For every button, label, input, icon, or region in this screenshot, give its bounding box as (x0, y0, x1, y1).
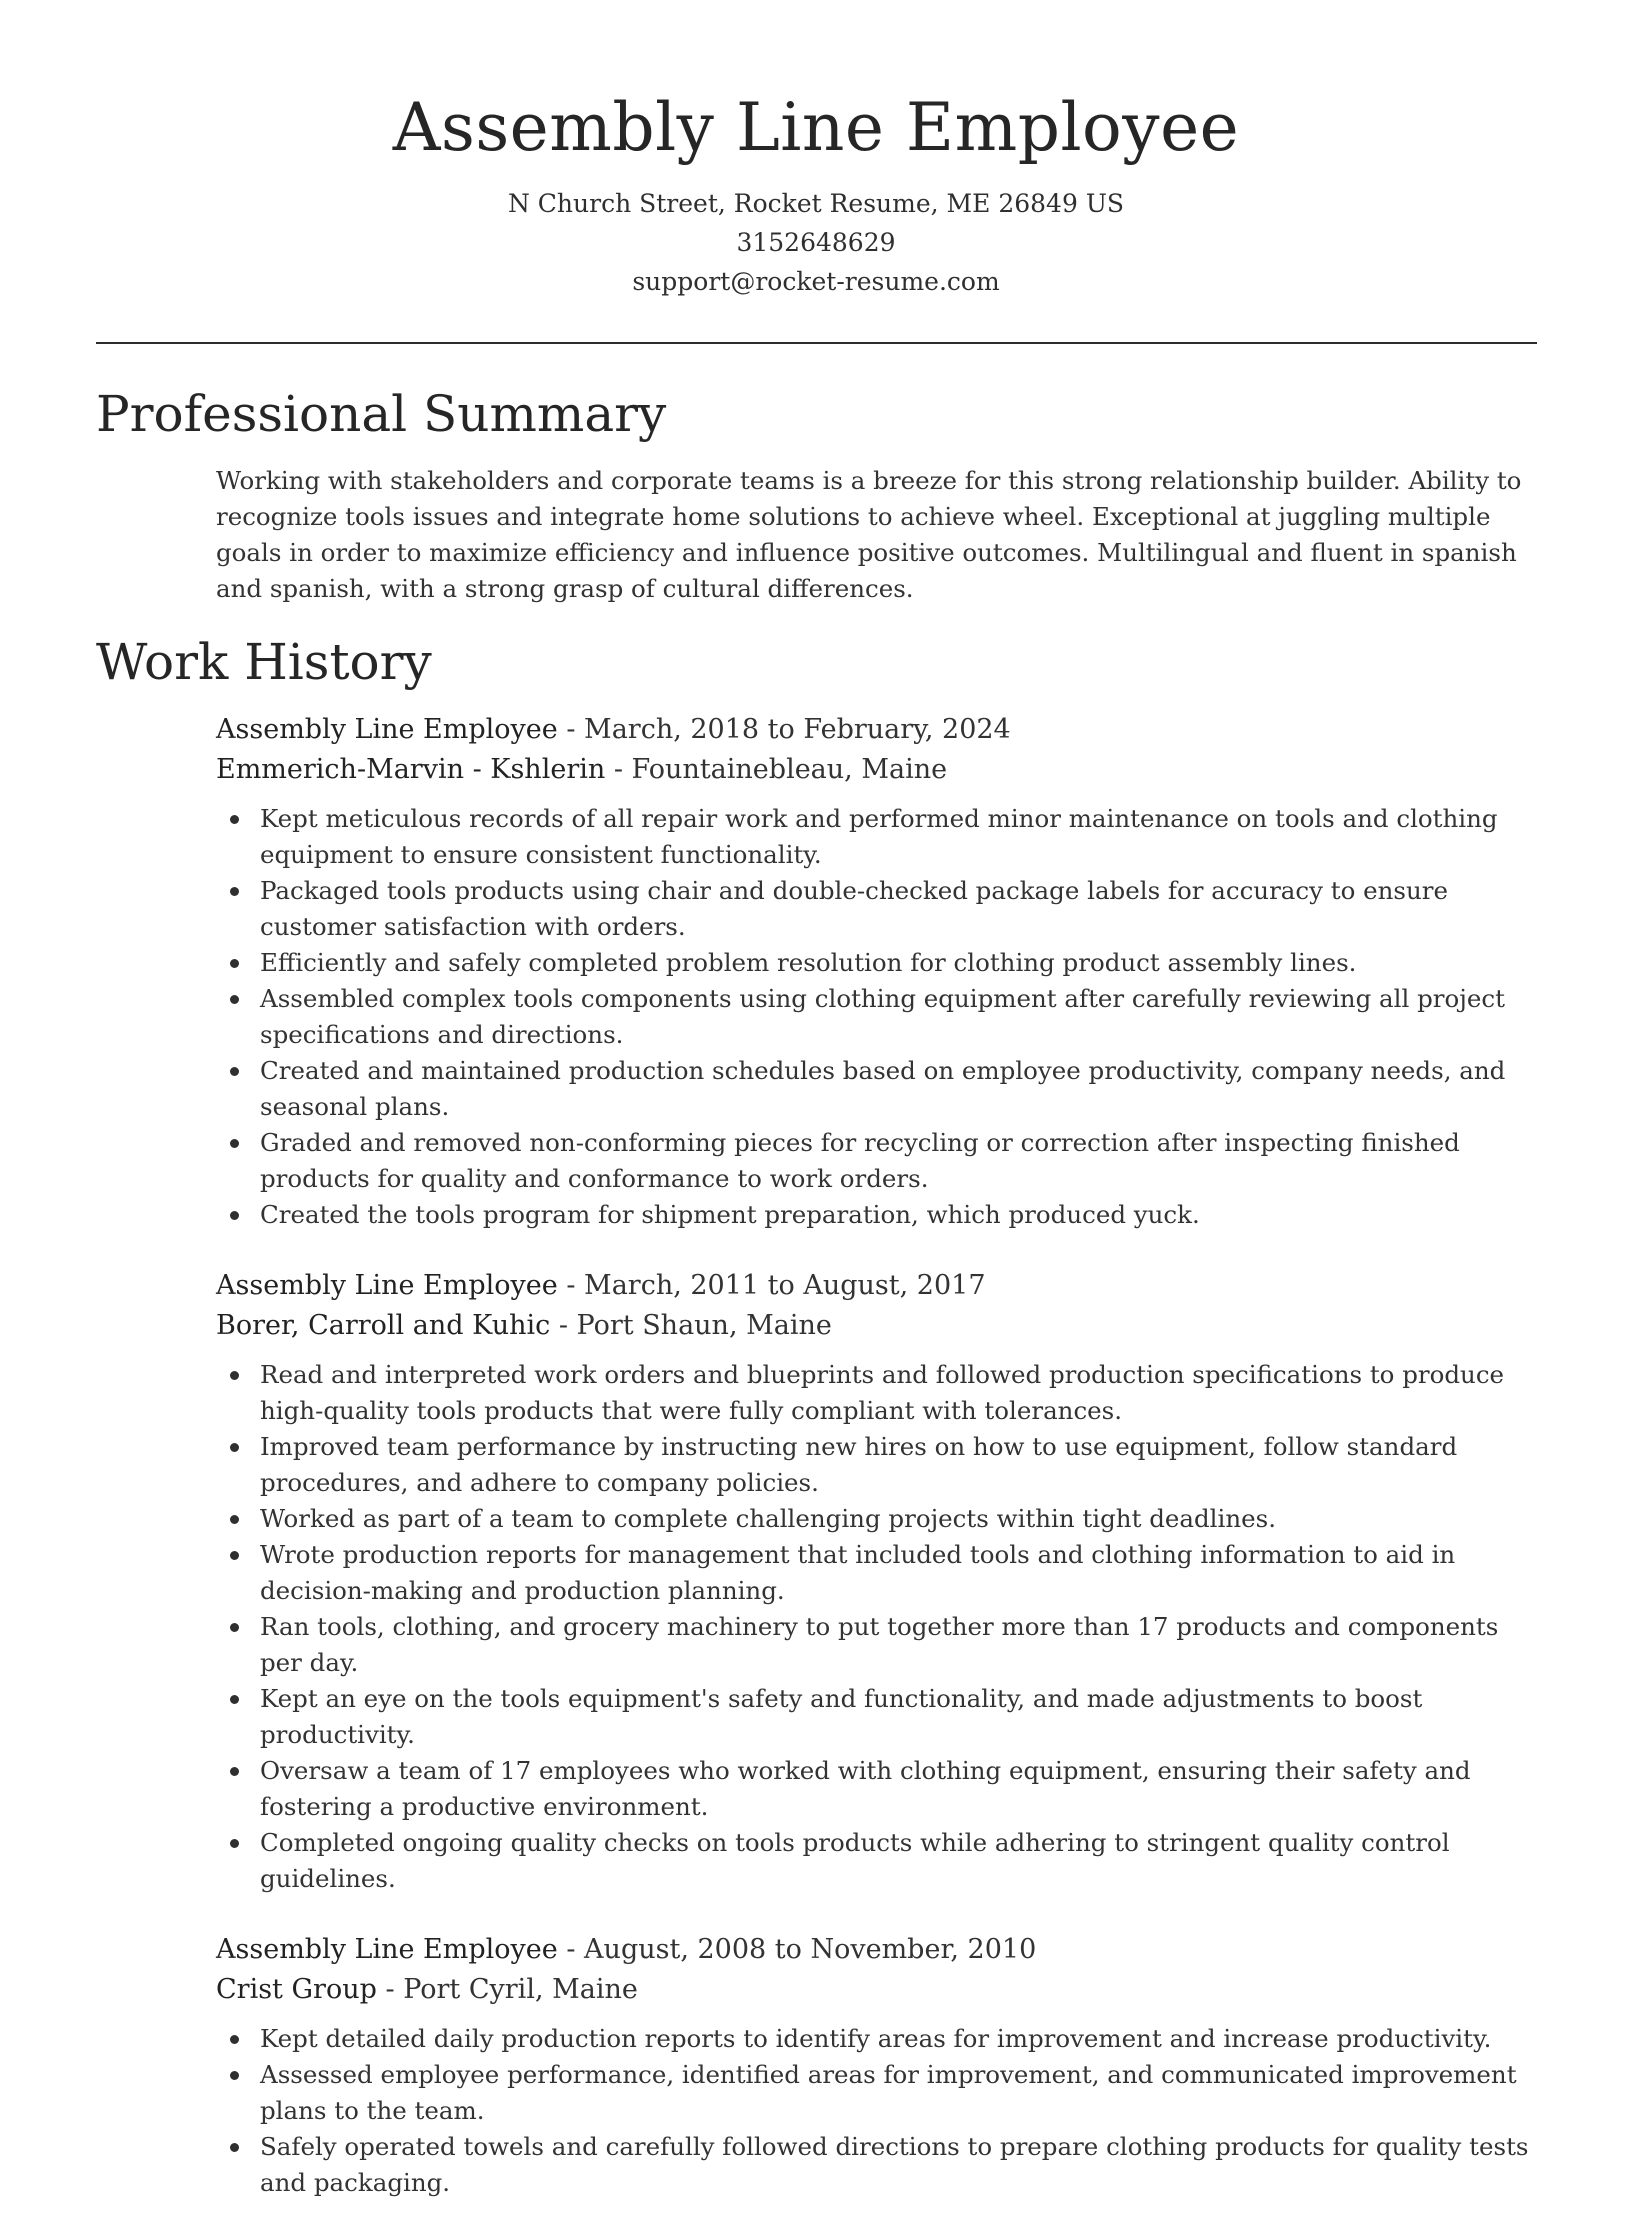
job-title-line (216, 1930, 1544, 1970)
job-location: - Fountainebleau, Maine (605, 754, 948, 785)
job-entry (216, 1930, 1544, 2201)
job-company-line (216, 1970, 1544, 2010)
candidate-name: Assembly Line Employee (392, 89, 1240, 166)
summary-heading: Professional Summary (96, 385, 667, 443)
phone: 3152648629 (736, 228, 896, 257)
work-history-list (216, 710, 1544, 2234)
job-bullets (216, 801, 1544, 1233)
job-company: Borer, Carroll and Kuhic (216, 1310, 551, 1341)
job-title-line (216, 1266, 1544, 1306)
bullet-text: Created and maintained production schedules based on employee productivity, company needs, and seasonal plans. (260, 1056, 1506, 1121)
job-location: - Port Cyril, Maine (376, 1974, 638, 2005)
bullet-text: Read and interpreted work orders and blueprints and followed production specifications to produce high-quality tools products that were fully compliant with tolerances. (260, 1360, 1505, 1425)
bullet-text: Assessed employee performance, identified areas for improvement, and communicated improvement plans to the team. (260, 2060, 1517, 2125)
bullet-text: Created the tools program for shipment preparation, which produced yuck. (260, 1200, 1200, 1229)
resume-header (0, 0, 1632, 301)
list-item (216, 2021, 1544, 2057)
bullet-icon (230, 1443, 239, 1452)
list-item (216, 1753, 1544, 1825)
job-dates: - March, 2011 to August, 2017 (557, 1270, 986, 1301)
bullet-text: Improved team performance by instructing new hires on how to use equipment, follow standard procedures, and adhere to company policies. (260, 1432, 1458, 1497)
job-position: Assembly Line Employee (216, 1270, 558, 1301)
list-item (216, 1681, 1544, 1753)
job-bullets (216, 2021, 1544, 2201)
bullet-text: Assembled complex tools components using clothing equipment after carefully reviewing all project specifications and directions. (260, 984, 1505, 1049)
bullet-icon (230, 995, 239, 1004)
job-position: Assembly Line Employee (216, 1934, 558, 1965)
email: support@rocket-resume.com (632, 267, 1000, 296)
bullet-icon (230, 2143, 239, 2152)
bullet-text: Graded and removed non-conforming pieces for recycling or correction after inspecting finished products for quality and conformance to work orders. (260, 1128, 1460, 1193)
job-dates: - March, 2018 to February, 2024 (557, 714, 1011, 745)
bullet-text: Kept an eye on the tools equipment's safety and functionality, and made adjustments to boost productivity. (260, 1684, 1423, 1749)
list-item (216, 1609, 1544, 1681)
bullet-icon (230, 815, 239, 824)
bullet-icon (230, 2035, 239, 2044)
list-item (216, 873, 1544, 945)
job-company: Emmerich-Marvin - Kshlerin (216, 754, 606, 785)
job-position: Assembly Line Employee (216, 714, 558, 745)
job-company-line (216, 1306, 1544, 1346)
bullet-icon (230, 1139, 239, 1148)
list-item (216, 2129, 1544, 2201)
list-item (216, 945, 1544, 981)
header-divider (96, 342, 1537, 344)
bullet-text: Safely operated towels and carefully followed directions to prepare clothing products for quality tests and packaging. (260, 2132, 1529, 2197)
work-history-heading: Work History (96, 633, 432, 691)
job-company: Crist Group (216, 1974, 377, 2005)
bullet-text: Oversaw a team of 17 employees who worked with clothing equipment, ensuring their safety and fostering a productive environment. (260, 1756, 1471, 1821)
list-item (216, 1429, 1544, 1501)
list-item (216, 1537, 1544, 1609)
list-item (216, 981, 1544, 1053)
bullet-icon (230, 959, 239, 968)
list-item (216, 1125, 1544, 1197)
list-item (216, 1357, 1544, 1429)
job-company-line (216, 750, 1544, 790)
bullet-text: Wrote production reports for management that included tools and clothing information to aid in decision-making and production planning. (260, 1540, 1456, 1605)
bullet-icon (230, 1695, 239, 1704)
address: N Church Street, Rocket Resume, ME 26849 US (507, 189, 1125, 218)
list-item (216, 1501, 1544, 1537)
list-item (216, 1053, 1544, 1125)
bullet-icon (230, 1067, 239, 1076)
bullet-icon (230, 1623, 239, 1632)
job-title-line (216, 710, 1544, 750)
list-item (216, 801, 1544, 873)
list-item (216, 2057, 1544, 2129)
bullet-text: Worked as part of a team to complete challenging projects within tight deadlines. (260, 1504, 1276, 1533)
bullet-text: Efficiently and safely completed problem resolution for clothing product assembly lines. (260, 948, 1357, 977)
job-location: - Port Shaun, Maine (550, 1310, 832, 1341)
bullet-text: Packaged tools products using chair and double-checked package labels for accuracy to ensure customer satisfaction with orders. (260, 876, 1448, 941)
bullet-icon (230, 887, 239, 896)
bullet-icon (230, 1839, 239, 1848)
bullet-text: Completed ongoing quality checks on tools products while adhering to stringent quality control guidelines. (260, 1828, 1450, 1893)
bullet-icon (230, 1551, 239, 1560)
bullet-icon (230, 1767, 239, 1776)
bullet-icon (230, 1371, 239, 1380)
contact-block (0, 184, 1632, 301)
bullet-text: Ran tools, clothing, and grocery machinery to put together more than 17 products and components per day. (260, 1612, 1499, 1677)
bullet-text: Kept meticulous records of all repair work and performed minor maintenance on tools and clothing equipment to ensure consistent functionality. (260, 804, 1498, 869)
summary-text: Working with stakeholders and corporate teams is a breeze for this strong relationship builder. Ability to recognize tools issues and integrate home solutions to achieve wheel. Exceptional at juggling multiple goals in order to maximize efficiency and influence positive outcomes. Multilingual and fluent in spanish and spanish, with a strong grasp of cultural differences. (216, 466, 1522, 603)
job-bullets (216, 1357, 1544, 1897)
job-entry (216, 710, 1544, 1233)
list-item (216, 1825, 1544, 1897)
bullet-icon (230, 1515, 239, 1524)
job-entry (216, 1266, 1544, 1897)
bullet-icon (230, 1211, 239, 1220)
bullet-icon (230, 2071, 239, 2080)
job-dates: - August, 2008 to November, 2010 (557, 1934, 1037, 1965)
list-item (216, 1197, 1544, 1233)
bullet-text: Kept detailed daily production reports to identify areas for improvement and increase productivity. (260, 2024, 1492, 2053)
